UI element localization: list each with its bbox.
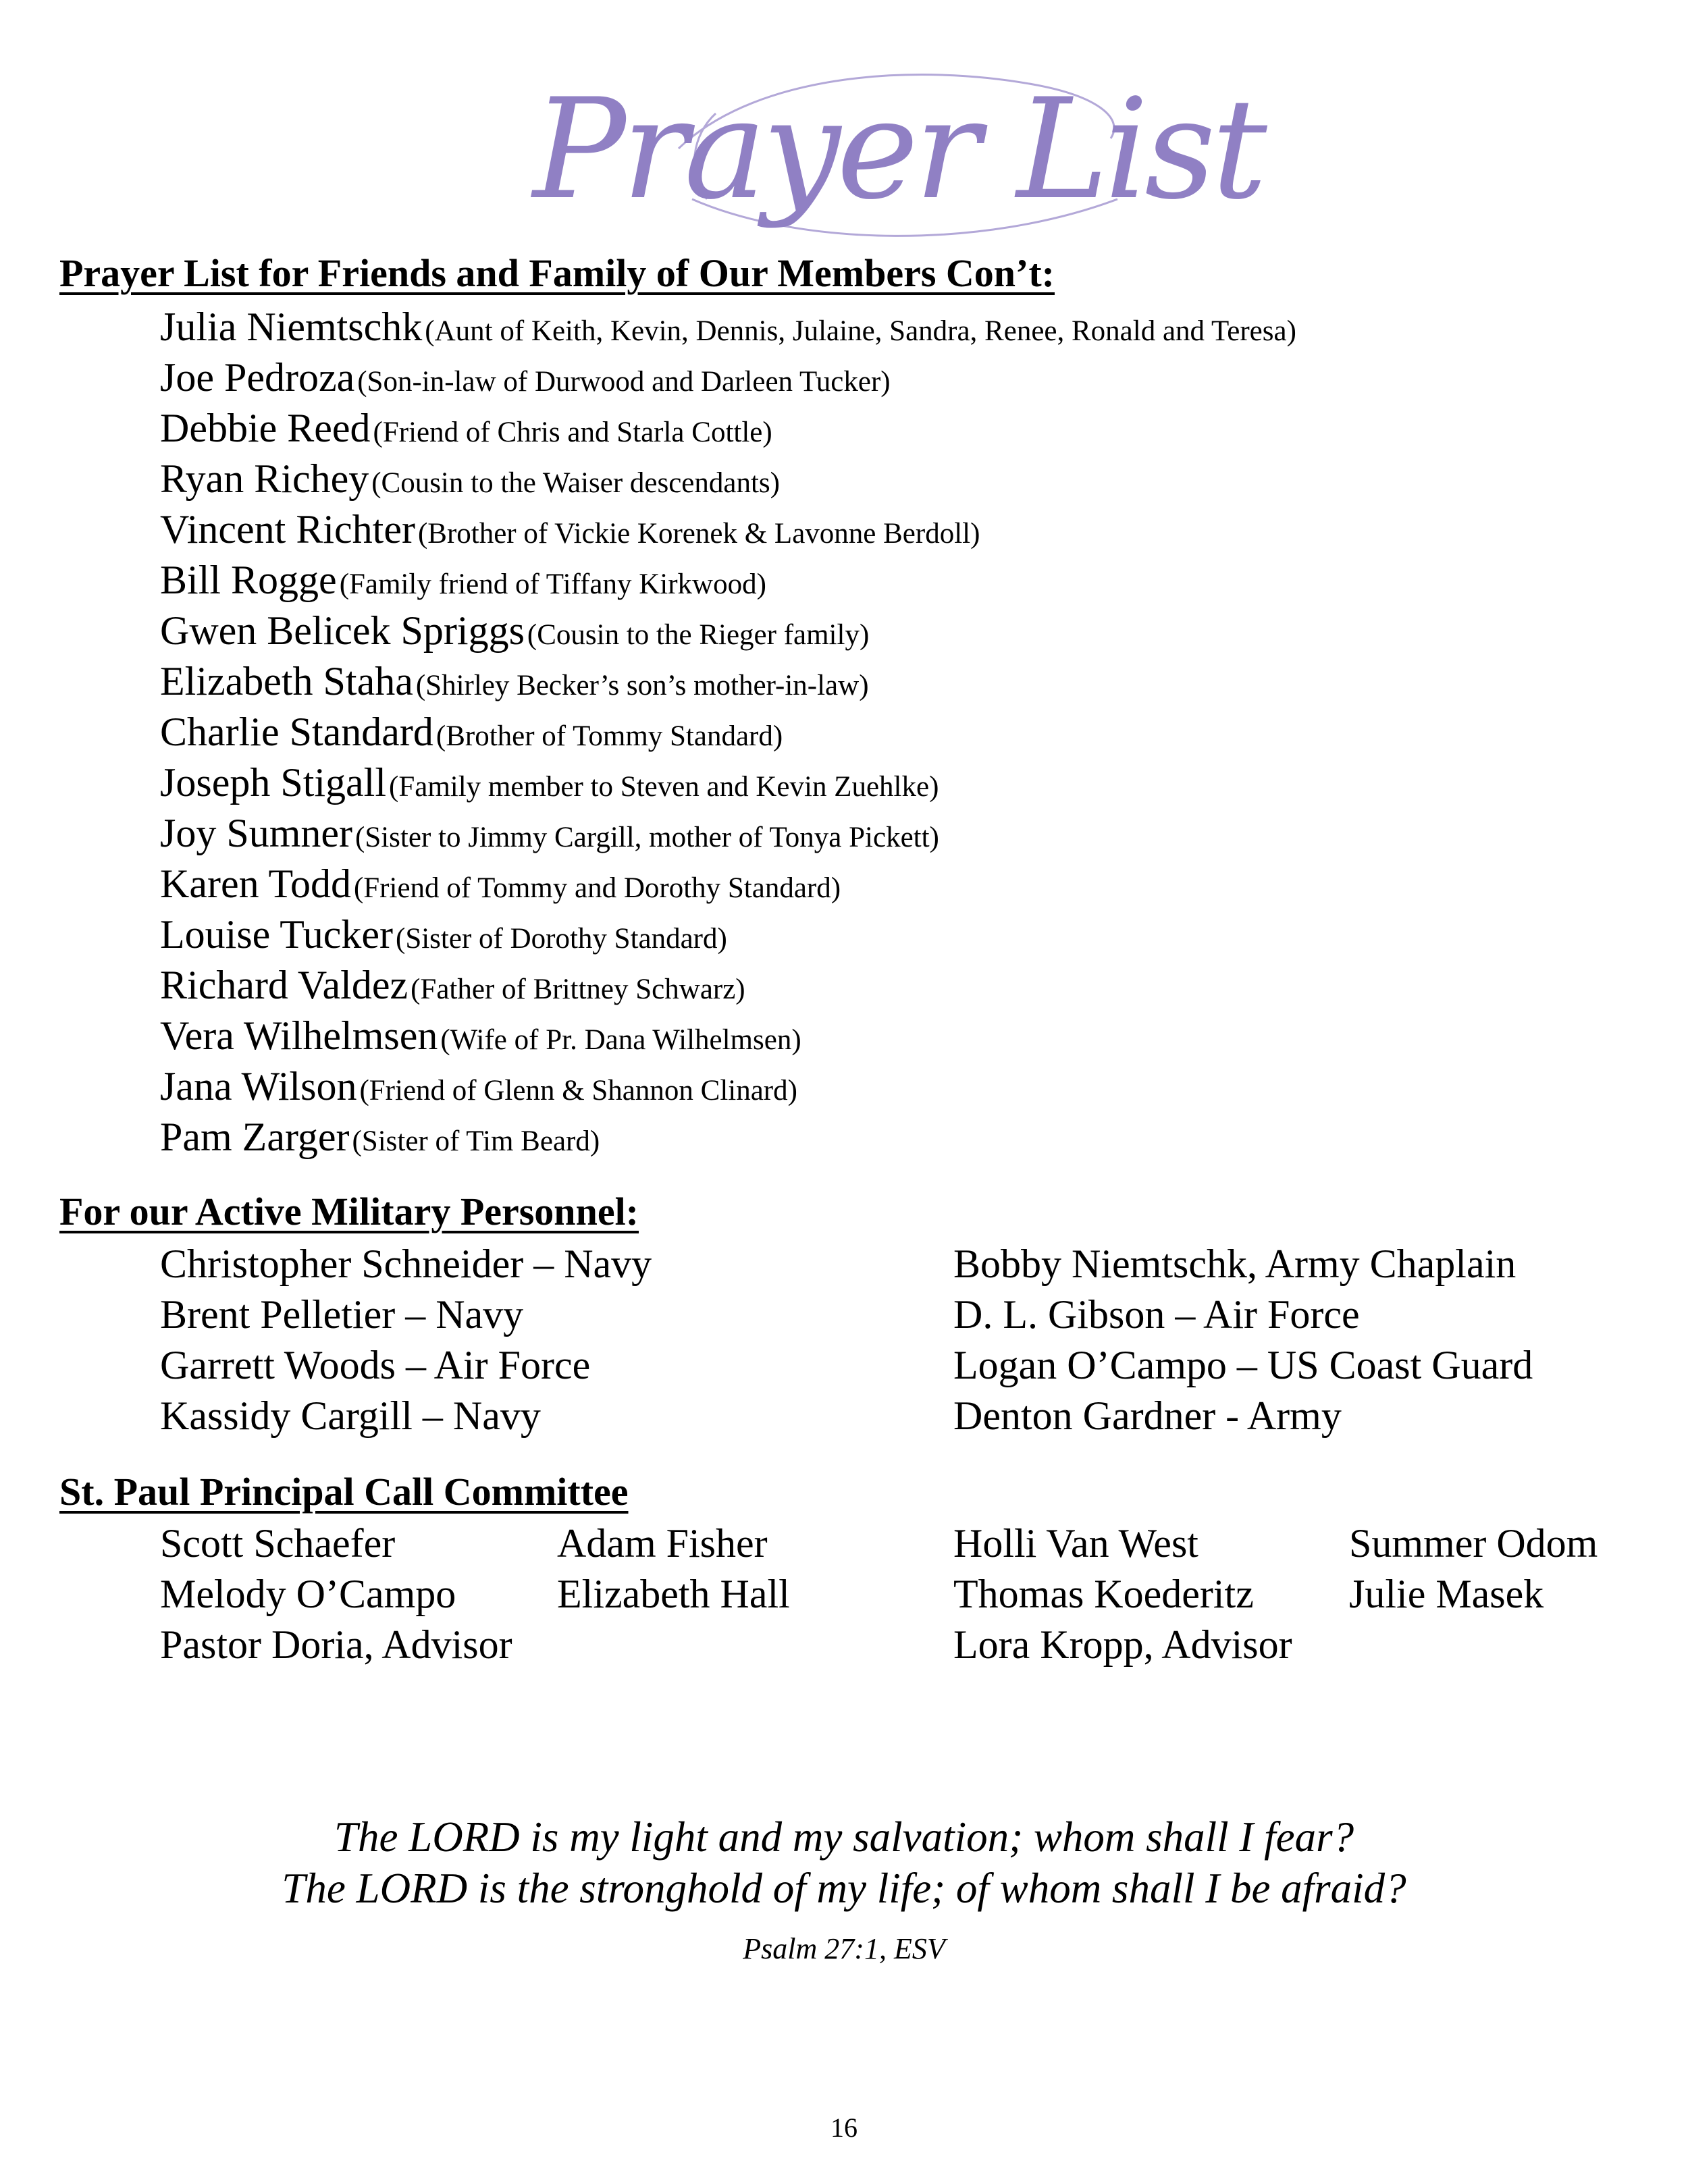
person-relation: (Family member to Steven and Kevin Zuehlke) xyxy=(389,771,939,803)
person-name: Joseph Stigall xyxy=(160,760,387,805)
list-item xyxy=(160,808,1645,859)
person-relation: (Friend of Glenn & Shannon Clinard) xyxy=(359,1075,797,1107)
list-item xyxy=(160,1112,1645,1163)
list-item xyxy=(160,454,1645,504)
person-name: Karen Todd xyxy=(160,861,351,906)
committee-member: Summer Odom xyxy=(1349,1521,1598,1566)
person-name: Jana Wilson xyxy=(160,1064,357,1109)
list-item xyxy=(160,504,1645,555)
committee-member: Scott Schaefer xyxy=(160,1521,396,1566)
military-member: Brent Pelletier – Navy xyxy=(160,1292,524,1337)
military-member: Christopher Schneider – Navy xyxy=(160,1242,652,1286)
military-member: D. L. Gibson – Air Force xyxy=(953,1292,1360,1337)
person-name: Louise Tucker xyxy=(160,912,393,957)
list-item xyxy=(160,960,1645,1011)
friends-family-heading: Prayer List for Friends and Family of Our Members Con’t: xyxy=(59,251,1055,295)
committee-column-4 xyxy=(1349,1518,1598,1620)
page-number: 16 xyxy=(830,2112,858,2143)
person-name: Bill Rogge xyxy=(160,558,337,602)
person-relation: (Son-in-law of Durwood and Darleen Tucker) xyxy=(357,366,891,398)
committee-heading: St. Paul Principal Call Committee xyxy=(59,1470,629,1514)
person-relation: (Aunt of Keith, Kevin, Dennis, Julaine, Sandra, Renee, Ronald and Teresa) xyxy=(425,315,1296,347)
person-name: Pam Zarger xyxy=(160,1115,350,1159)
person-name: Richard Valdez xyxy=(160,963,408,1007)
military-member: Garrett Woods – Air Force xyxy=(160,1343,591,1387)
committee-member: Elizabeth Hall xyxy=(557,1572,790,1616)
committee-member: Melody O’Campo xyxy=(160,1572,456,1616)
list-item xyxy=(160,555,1645,606)
logo-text: Prayer List xyxy=(533,70,1263,230)
person-name: Joe Pedroza xyxy=(160,355,355,400)
military-heading: For our Active Military Personnel: xyxy=(59,1190,639,1233)
person-relation: (Friend of Chris and Starla Cottle) xyxy=(373,417,772,448)
committee-member: Lora Kropp, Advisor xyxy=(953,1622,1292,1667)
person-relation: (Shirley Becker’s son’s mother-in-law) xyxy=(415,670,869,701)
list-item xyxy=(160,859,1645,909)
person-name: Debbie Reed xyxy=(160,406,371,450)
person-relation: (Brother of Tommy Standard) xyxy=(436,720,783,752)
committee-column-3 xyxy=(953,1518,1292,1670)
verse-line: The LORD is my light and my salvation; whom shall I fear? xyxy=(334,1813,1354,1861)
list-item xyxy=(160,656,1645,707)
list-item xyxy=(160,352,1645,403)
person-name: Ryan Richey xyxy=(160,456,369,501)
person-relation: (Sister to Jimmy Cargill, mother of Tonya Pickett) xyxy=(355,822,939,853)
committee-column-1 xyxy=(160,1518,512,1670)
person-relation: (Father of Brittney Schwarz) xyxy=(411,974,745,1005)
person-relation: (Wife of Pr. Dana Wilhelmsen) xyxy=(440,1024,801,1056)
person-name: Gwen Belicek Spriggs xyxy=(160,608,525,653)
person-relation: (Sister of Tim Beard) xyxy=(352,1125,600,1157)
list-item xyxy=(160,909,1645,960)
list-item xyxy=(160,707,1645,757)
military-member: Denton Gardner - Army xyxy=(953,1393,1342,1438)
person-relation: (Family friend of Tiffany Kirkwood) xyxy=(339,568,766,600)
list-item xyxy=(160,757,1645,808)
verse-line: The LORD is the stronghold of my life; of whom shall I be afraid? xyxy=(282,1865,1406,1912)
prayer-list-logo xyxy=(533,54,1263,257)
military-member: Logan O’Campo – US Coast Guard xyxy=(953,1343,1533,1387)
person-name: Julia Niemtschk xyxy=(160,304,423,349)
list-item xyxy=(160,606,1645,656)
military-column-left xyxy=(160,1239,652,1441)
person-name: Vincent Richter xyxy=(160,507,415,552)
military-member: Kassidy Cargill – Navy xyxy=(160,1393,541,1438)
scripture-verse xyxy=(0,1811,1688,1969)
committee-column-2 xyxy=(557,1518,790,1620)
person-name: Charlie Standard xyxy=(160,710,433,754)
military-member: Bobby Niemtschk, Army Chaplain xyxy=(953,1242,1516,1286)
committee-member: Thomas Koederitz xyxy=(953,1572,1254,1616)
person-relation: (Brother of Vickie Korenek & Lavonne Berdoll) xyxy=(417,518,980,550)
committee-member: Julie Masek xyxy=(1349,1572,1544,1616)
person-name: Vera Wilhelmsen xyxy=(160,1013,438,1058)
person-name: Joy Sumner xyxy=(160,811,352,855)
person-relation: (Sister of Dorothy Standard) xyxy=(396,923,727,955)
list-item xyxy=(160,302,1645,352)
committee-member: Pastor Doria, Advisor xyxy=(160,1622,512,1667)
military-column-right xyxy=(953,1239,1533,1441)
list-item xyxy=(160,1061,1645,1112)
person-relation: (Friend of Tommy and Dorothy Standard) xyxy=(353,872,841,904)
person-relation: (Cousin to the Rieger family) xyxy=(527,619,870,651)
friends-family-list xyxy=(160,302,1645,1163)
committee-member: Adam Fisher xyxy=(557,1521,768,1566)
person-name: Elizabeth Staha xyxy=(160,659,413,703)
person-relation: (Cousin to the Waiser descendants) xyxy=(371,467,780,499)
committee-member: Holli Van West xyxy=(953,1521,1198,1566)
list-item xyxy=(160,403,1645,454)
verse-citation: Psalm 27:1, ESV xyxy=(743,1932,945,1965)
list-item xyxy=(160,1011,1645,1061)
